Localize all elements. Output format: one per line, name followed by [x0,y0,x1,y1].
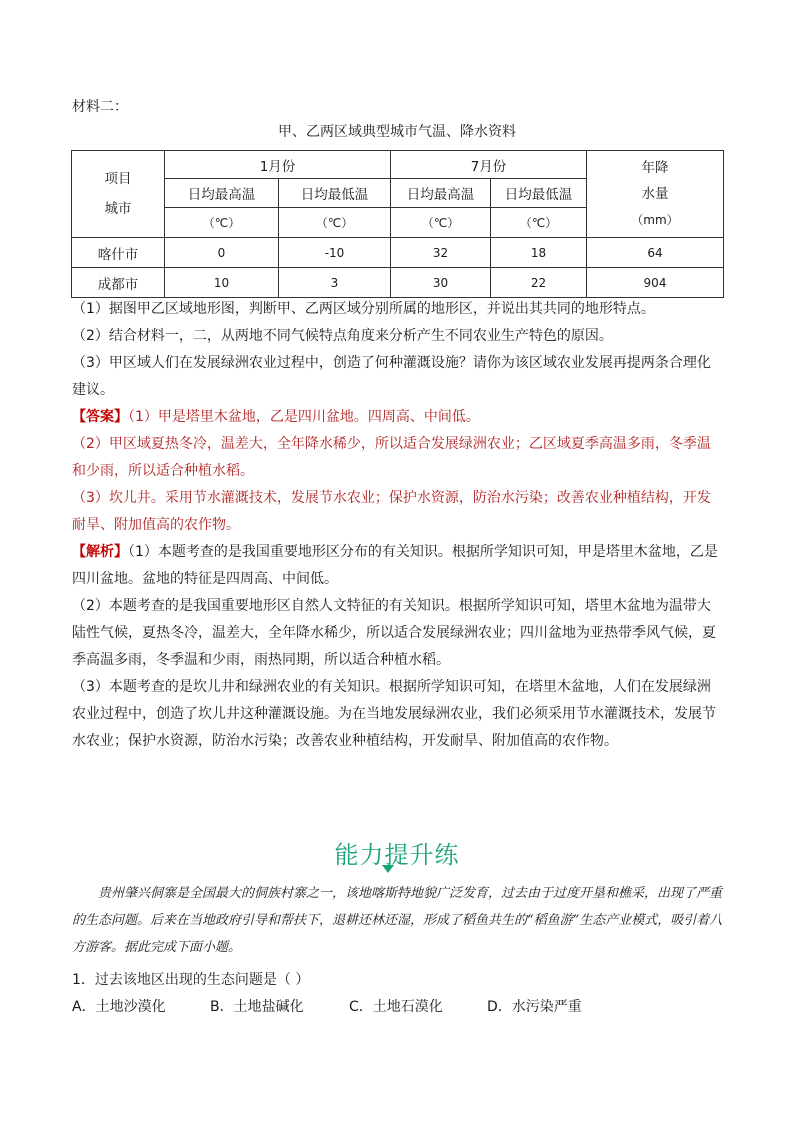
answer-3: （3）坎儿井。采用节水灌溉技术，发展节水农业；保护水资源，防治水污染；改善农业种植结构，开发耐旱、附加值高的农作物。 [72,490,711,533]
answer-1: （1）甲是塔里木盆地，乙是四川盆地。四周高、中间低。 [128,409,480,425]
jan-min-cell: 3 [279,268,391,298]
annual-rain-label-2: 水量 [641,186,669,202]
section-title: 能力提升练 [334,841,460,869]
city-cell: 喀什市 [72,238,165,268]
answer-2: （2）甲区域夏热冬冷，温差大，全年降水稀少，所以适合发展绿洲农业；乙区域夏季高温多雨，冬季温和少雨，所以适合种植水稻。 [72,436,711,479]
climate-table [71,150,724,298]
annual-rain-unit: （mm） [631,213,679,227]
corner-city-label: 城市 [104,201,132,217]
annual-rain-label-1: 年降 [641,160,669,176]
jul-header: 7月份 [391,151,587,179]
jan-header: 1月份 [165,151,391,179]
corner-header-cell [72,151,165,238]
jan-min-cell: -10 [279,238,391,268]
material-label: 材料二： [72,99,128,115]
jul-max-cell: 30 [391,268,491,298]
table-caption: 甲、乙两区域典型城市气温、降水资料 [278,124,516,140]
annual-rain-header [587,151,724,238]
analysis-label: 【解析】 [72,544,128,560]
jan-max-cell: 0 [165,238,279,268]
analysis-2: （2）本题考查的是我国重要地形区自然人文特征的有关知识。根据所学知识可知，塔里木盆地为温带大陆性气候，夏热冬冷，温差大，全年降水稀少，所以适合发展绿洲农业；四川盆地为亚热带季风气候，夏季高温多雨，冬季温和少雨，雨热同期，所以适合种植水稻。 [72,598,716,668]
analysis-1-line [72,539,724,593]
option-c[interactable]: C．土地石漠化 [349,999,443,1015]
triangle-down-icon [382,865,394,873]
table-row [72,238,724,268]
jan-max-unit: （℃） [165,208,279,238]
jul-min-cell: 18 [491,238,587,268]
answer-1-line [72,404,724,431]
table-row [72,268,724,298]
question-3: （3）甲区域人们在发展绿洲农业过程中，创造了何种灌溉设施？请你为该区域农业发展再提两条合理化建议。 [72,355,711,398]
table-header-row-1 [72,151,724,179]
option-b[interactable]: B．土地盐碱化 [210,999,304,1015]
mcq-question: 1．过去该地区出现的生态问题是（ ） [72,972,310,988]
jan-min-unit: （℃） [279,208,391,238]
jul-max-unit: （℃） [391,208,491,238]
jan-max-cell: 10 [165,268,279,298]
jan-min-header: 日均最低温 [279,179,391,208]
analysis-3: （3）本题考查的是坎儿井和绿洲农业的有关知识。根据所学知识可知，在塔里木盆地，人们在发展绿洲农业过程中，创造了坎儿井这种灌溉设施。为在当地发展绿洲农业，我们必须采用节水灌溉技术，发展节水农业；保护水资源，防治水污染；改善农业种植结构，开发耐旱、附加值高的农作物。 [72,679,716,749]
jul-min-unit: （℃） [491,208,587,238]
analysis-1: （1）本题考查的是我国重要地形区分布的有关知识。根据所学知识可知，甲是塔里木盆地，乙是四川盆地。盆地的特征是四周高、中间低。 [72,544,718,587]
rain-cell: 904 [587,268,724,298]
answer-label: 【答案】 [72,409,128,425]
question-1: （1）据图甲乙区域地形图，判断甲、乙两区域分别所属的地形区，并说出其共同的地形特点。 [72,301,655,317]
rain-cell: 64 [587,238,724,268]
city-cell: 成都市 [72,268,165,298]
option-a[interactable]: A．土地沙漠化 [72,999,166,1015]
question-2: （2）结合材料一，二，从两地不同气候特点角度来分析产生不同农业生产特色的原因。 [72,328,613,344]
jul-max-cell: 32 [391,238,491,268]
section-passage: 贵州肇兴侗寨是全国最大的侗族村寨之一，该地喀斯特地貌广泛发育，过去由于过度开垦和樵采，出现了严重的生态问题。后来在当地政府引导和帮扶下，退耕还林还湿，形成了稻鱼共生的“稻鱼游”生态产业模式，吸引着八方游客。据此完成下面小题。 [72,886,723,955]
corner-item-label: 项目 [104,171,132,187]
jul-min-header: 日均最低温 [491,179,587,208]
jul-max-header: 日均最高温 [391,179,491,208]
jan-max-header: 日均最高温 [165,179,279,208]
jul-min-cell: 22 [491,268,587,298]
option-d[interactable]: D．水污染严重 [487,999,582,1015]
